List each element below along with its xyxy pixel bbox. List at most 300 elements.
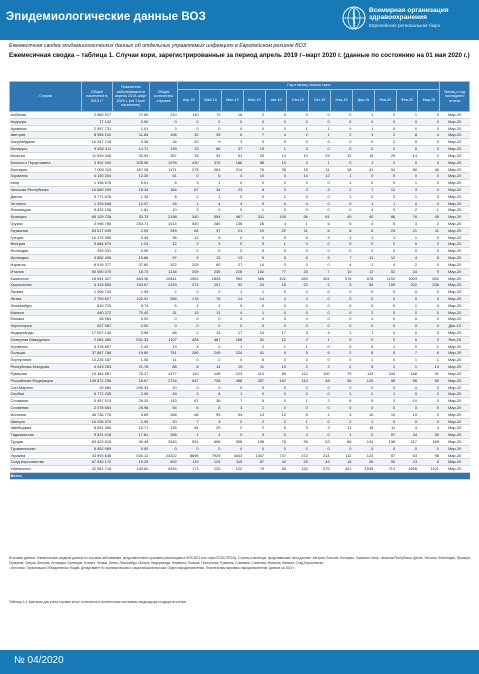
table-cell: 236 <box>200 268 222 275</box>
table-cell: 0 <box>418 159 440 166</box>
country-name: Израиль <box>10 261 82 268</box>
table-cell: 0 <box>265 316 287 323</box>
table-cell: 0 <box>418 186 440 193</box>
table-cell: 8 591 365 <box>82 425 113 432</box>
country-name: Люксембург <box>10 302 82 309</box>
table-cell: 1 <box>309 411 331 418</box>
table-cell: 1 <box>396 193 418 200</box>
table-cell: 19 <box>265 159 287 166</box>
table-cell: 5 378 857 <box>82 343 113 350</box>
table-cell: 3 <box>221 404 243 411</box>
table-cell: 2 <box>265 418 287 425</box>
last-report-month: Мар-20 <box>440 398 470 405</box>
table-cell: 0 <box>331 200 353 207</box>
table-cell: 0 <box>243 432 265 439</box>
last-report-month: Мар-20 <box>440 139 470 146</box>
table-cell: 4 <box>265 295 287 302</box>
table-cell: 7 <box>221 398 243 405</box>
table-cell: 6 <box>221 132 243 139</box>
table-cell: 3 <box>396 186 418 193</box>
table-row <box>10 459 470 466</box>
table-cell: 2 <box>200 343 222 350</box>
table-cell: 88 <box>149 364 177 371</box>
table-cell: 0 <box>374 146 396 153</box>
col-month: Апр-19 <box>178 90 200 112</box>
table-cell: 50 <box>374 459 396 466</box>
table-cell: 2 <box>309 425 331 432</box>
table-cell: 1171 <box>149 166 177 173</box>
table-cell: 1 <box>352 234 374 241</box>
table-cell: 4 882 495 <box>82 255 113 262</box>
table-cell: 12 <box>178 234 200 241</box>
table-cell: 101 <box>200 282 222 289</box>
table-cell: 34 <box>149 139 177 146</box>
table-cell: 530.12 <box>112 452 149 459</box>
country-name: Соед.Королевство <box>10 459 82 466</box>
table-cell: 0 <box>352 302 374 309</box>
col-month: Авг-19 <box>265 90 287 112</box>
col-month: Ноя-19 <box>331 90 353 112</box>
table-cell: 186 <box>221 159 243 166</box>
table-cell: 12 <box>352 268 374 275</box>
table-cell: 3 <box>200 418 222 425</box>
table-cell: 72.89 <box>112 112 149 119</box>
table-row <box>10 275 470 282</box>
table-cell: 0 <box>374 302 396 309</box>
table-cell: 4 <box>396 425 418 432</box>
table-cell: 1828 <box>200 275 222 282</box>
table-cell: 606 <box>200 439 222 446</box>
table-cell: 1076 <box>149 159 177 166</box>
total-cell <box>221 473 243 480</box>
country-name: Франция <box>10 214 82 221</box>
table-cell: 7 <box>243 132 265 139</box>
table-cell: 0 <box>178 384 200 391</box>
last-report-month: Мар-20 <box>440 214 470 221</box>
table-row <box>10 207 470 214</box>
table-cell: 0 <box>396 445 418 452</box>
table-cell: 421 <box>331 466 353 473</box>
table-cell: 18 <box>331 166 353 173</box>
table-cell: 6 <box>243 357 265 364</box>
table-cell: 0 <box>331 159 353 166</box>
country-name: Узбекистан <box>10 466 82 473</box>
table-cell: 22 <box>265 227 287 234</box>
table-cell: 554 <box>200 214 222 221</box>
table-cell: 2724 <box>149 377 177 384</box>
table-cell: 0 <box>396 241 418 248</box>
table-cell: 139 <box>149 146 177 153</box>
table-cell: 0 <box>396 139 418 146</box>
table-cell: 19 <box>243 227 265 234</box>
table-cell: 0 <box>287 445 309 452</box>
table-cell: 37.80 <box>112 261 149 268</box>
table-cell: 0 <box>418 234 440 241</box>
country-name: Мальта <box>10 309 82 316</box>
table-cell: 0 <box>309 384 331 391</box>
table-cell: 0 <box>331 146 353 153</box>
table-cell: 0 <box>309 193 331 200</box>
table-cell: 1.24 <box>112 241 149 248</box>
table-cell: 5 457 013 <box>82 398 113 405</box>
table-cell: 0 <box>149 445 177 452</box>
table-cell: 8 <box>243 186 265 193</box>
table-cell: 263 <box>200 166 222 173</box>
table-cell: 1 <box>221 391 243 398</box>
last-report-month: Мар-20 <box>440 350 470 357</box>
table-cell: 0 <box>374 404 396 411</box>
table-note: Таблица 1-4. Критерии для учета случаев могут отличаться в соответствии системами эпиднадзора государств-членов. <box>9 600 187 604</box>
page-header <box>0 0 479 40</box>
table-cell: 1 <box>396 180 418 187</box>
table-cell: 46 <box>418 166 440 173</box>
page-footer <box>0 650 479 674</box>
table-cell: 0 <box>287 200 309 207</box>
last-report-month: Мар-20 <box>440 200 470 207</box>
table-cell: 283 <box>287 275 309 282</box>
table-cell: 0 <box>265 118 287 125</box>
country-name: Армения <box>10 125 82 132</box>
table-cell: 0 <box>265 323 287 330</box>
table-cell: 249 <box>200 350 222 357</box>
table-cell: 0 <box>374 357 396 364</box>
table-row <box>10 132 470 139</box>
country-name: Украина <box>10 452 82 459</box>
table-cell: 374 <box>178 282 200 289</box>
col-month: Июн-19 <box>221 90 243 112</box>
country-name: Словакия <box>10 398 82 405</box>
country-name: Северная Македония <box>10 336 82 343</box>
table-cell: 10 <box>243 173 265 180</box>
table-cell: 0 <box>243 180 265 187</box>
table-cell: 66 <box>331 439 353 446</box>
last-report-month: Мар-20 <box>440 132 470 139</box>
table-cell: 4 043 263 <box>82 364 113 371</box>
table-cell: 60 550 075 <box>82 268 113 275</box>
country-name: Кипр <box>10 180 82 187</box>
table-cell: 17 <box>265 330 287 337</box>
table-cell: 0 <box>309 241 331 248</box>
table-cell: 311 <box>243 214 265 221</box>
table-cell: 0 <box>287 112 309 119</box>
table-cell: 10 036 379 <box>82 418 113 425</box>
table-cell: 5 <box>352 398 374 405</box>
table-cell: 728 <box>200 377 222 384</box>
table-cell: 1101 <box>418 466 440 473</box>
table-cell: 2 <box>243 112 265 119</box>
table-cell: 3 <box>149 125 177 132</box>
table-cell: 8 <box>200 404 222 411</box>
table-cell: 0 <box>265 289 287 296</box>
table-cell: 0 <box>396 418 418 425</box>
table-cell: 2 <box>352 248 374 255</box>
table-cell: 2 957 731 <box>82 125 113 132</box>
table-cell: 0 <box>265 248 287 255</box>
table-cell: 5.69 <box>112 411 149 418</box>
table-cell: 0 <box>309 248 331 255</box>
table-cell: 1 <box>287 125 309 132</box>
table-cell: 15 <box>243 146 265 153</box>
table-cell: 3443 <box>221 452 243 459</box>
table-cell: 4 <box>418 425 440 432</box>
table-cell: 0 <box>352 316 374 323</box>
table-cell: 7 <box>178 418 200 425</box>
last-report-month: Мар-20 <box>440 370 470 377</box>
table-cell: 52 <box>221 282 243 289</box>
table-cell: 0 <box>243 323 265 330</box>
table-cell: 54 <box>178 425 200 432</box>
table-cell: 10 <box>396 411 418 418</box>
table-cell: 0 <box>265 432 287 439</box>
table-cell: 4 <box>221 309 243 316</box>
last-report-month: Мар-20 <box>440 118 470 125</box>
last-report-month: Мар-20 <box>440 261 470 268</box>
issue-number: № 04/2020 <box>14 655 64 666</box>
table-row <box>10 432 470 439</box>
last-report-month: Мар-20 <box>440 439 470 446</box>
country-name: Бельгия <box>10 152 82 159</box>
table-cell: 467 <box>200 336 222 343</box>
table-cell: 0.00 <box>112 316 149 323</box>
country-name: Эстония <box>10 200 82 207</box>
table-cell: 0 <box>243 384 265 391</box>
total-cell <box>265 473 287 480</box>
table-row <box>10 452 470 459</box>
table-cell: 10 226 187 <box>82 357 113 364</box>
measles-table-container <box>9 81 470 551</box>
table-cell: 0 <box>221 316 243 323</box>
table-cell: 5 532 156 <box>82 207 113 214</box>
table-cell: 11 <box>309 166 331 173</box>
table-cell: 1 <box>396 357 418 364</box>
table-cell: 4 <box>396 255 418 262</box>
table-row <box>10 180 470 187</box>
total-cell <box>331 473 353 480</box>
table-cell: 13 <box>178 309 200 316</box>
last-report-month: Мар-20 <box>440 241 470 248</box>
table-cell: 0 <box>287 180 309 187</box>
table-cell: 0 <box>396 384 418 391</box>
table-cell: 64 <box>178 227 200 234</box>
total-cell <box>352 473 374 480</box>
table-title: Ежемесячная сводка – таблица 1. Случаи кори, зарегистрированные за период апрель 2019 г–март 2020 г. (данные по состоянию на 01 мая 2020 г.) <box>9 52 470 59</box>
table-cell: 1 <box>374 200 396 207</box>
table-cell: 21 <box>396 227 418 234</box>
table-cell: 159 <box>374 282 396 289</box>
table-cell: 4 <box>178 343 200 350</box>
table-cell: 0 <box>418 418 440 425</box>
table-row <box>10 289 470 296</box>
country-name: Венгрия <box>10 241 82 248</box>
table-cell: 0 <box>374 241 396 248</box>
table-cell: 0 <box>418 112 440 119</box>
table-cell: 424 <box>309 275 331 282</box>
table-cell: 280 <box>200 221 222 228</box>
table-cell: 0 <box>331 241 353 248</box>
last-report-month: Янв-20 <box>440 336 470 343</box>
country-name: Хорватия <box>10 173 82 180</box>
table-cell: 15.34 <box>112 186 149 193</box>
table-row <box>10 330 470 337</box>
table-cell: 0 <box>331 336 353 343</box>
table-cell: 0 <box>374 316 396 323</box>
table-cell: 20 <box>149 418 177 425</box>
table-cell: 0 <box>331 125 353 132</box>
table-cell: 1477 <box>149 370 177 377</box>
table-cell: 11 <box>418 227 440 234</box>
table-cell: 66 <box>200 146 222 153</box>
table-cell: 430 <box>178 159 200 166</box>
table-cell: 278 <box>178 166 200 173</box>
country-name: Польша <box>10 350 82 357</box>
table-cell: 1 325 648 <box>82 200 113 207</box>
table-cell: 8 <box>287 411 309 418</box>
table-cell: 2 <box>374 132 396 139</box>
last-report-month: Мар-20 <box>440 207 470 214</box>
table-cell: 77 <box>265 268 287 275</box>
table-cell: 8 <box>178 364 200 371</box>
table-cell: 1 <box>265 343 287 350</box>
table-cell: 19 364 557 <box>82 370 113 377</box>
table-cell: 51 <box>149 173 177 180</box>
table-cell: 0 <box>374 330 396 337</box>
footnote-2: ¹ Источник: Организация Объединенных Наций, Департамент по экономическим и социальным вопросам, Отдел народонаселения. Перспективы мирового народонаселения: данные за 2019 г. <box>9 565 295 570</box>
table-cell: 6 <box>352 227 374 234</box>
table-cell: 20 <box>287 268 309 275</box>
table-cell: 102.91 <box>112 295 149 302</box>
measles-cases-table <box>9 81 470 480</box>
table-cell: 3 <box>396 221 418 228</box>
table-cell: 10 <box>243 330 265 337</box>
table-cell: 5 <box>243 200 265 207</box>
table-cell: 0 <box>396 336 418 343</box>
country-name: Чешская Республика <box>10 186 82 193</box>
table-cell: 376 <box>200 159 222 166</box>
table-cell: 1 <box>309 132 331 139</box>
table-cell: 8696 <box>178 452 200 459</box>
table-cell: 80 <box>265 370 287 377</box>
table-cell: 14 <box>418 364 440 371</box>
table-row <box>10 152 470 159</box>
table-cell: 164 <box>149 186 177 193</box>
table-cell: 1 <box>418 207 440 214</box>
table-cell: 11 <box>331 425 353 432</box>
total-cell <box>440 473 470 480</box>
table-cell: 0 <box>331 302 353 309</box>
table-cell: 1 <box>309 336 331 343</box>
table-cell: 0 <box>331 248 353 255</box>
table-cell: 0 <box>178 118 200 125</box>
table-cell: 0 <box>221 234 243 241</box>
table-cell: 6 <box>287 234 309 241</box>
table-cell: 0 <box>418 404 440 411</box>
last-report-month: Мар-20 <box>440 289 470 296</box>
table-cell: 1 <box>396 234 418 241</box>
table-cell: 3 996 765 <box>82 221 113 228</box>
table-cell: 194.67 <box>112 282 149 289</box>
table-cell: 652 <box>418 275 440 282</box>
table-cell: 0 <box>200 323 222 330</box>
table-cell: 2.05 <box>112 391 149 398</box>
table-cell: 0 <box>309 207 331 214</box>
table-cell: 5 <box>374 350 396 357</box>
table-cell: 17.81 <box>112 432 149 439</box>
table-cell: 76 <box>396 214 418 221</box>
table-row <box>10 166 470 173</box>
table-cell: 2 <box>396 207 418 214</box>
table-cell: 0 <box>309 118 331 125</box>
table-cell: 0 <box>418 173 440 180</box>
table-cell: 0 <box>309 418 331 425</box>
table-cell: 1 <box>287 221 309 228</box>
last-report-month: Мар-20 <box>440 152 470 159</box>
table-cell: 2 <box>178 330 200 337</box>
table-cell: 138 <box>374 439 396 446</box>
table-cell: 56 <box>331 377 353 384</box>
table-cell: 2 <box>309 364 331 371</box>
table-cell: 1 <box>265 193 287 200</box>
table-row <box>10 125 470 132</box>
country-name: Турция <box>10 439 82 446</box>
table-cell: 56 <box>396 377 418 384</box>
last-report-month: Мар-20 <box>440 459 470 466</box>
table-cell: 0 <box>331 357 353 364</box>
table-cell: 6 <box>309 221 331 228</box>
table-cell: 1 <box>178 200 200 207</box>
table-cell: 0 <box>374 207 396 214</box>
table-cell: 112 <box>331 452 353 459</box>
table-cell: 10 <box>265 364 287 371</box>
table-cell: 10 <box>149 384 177 391</box>
table-cell: 2 <box>287 186 309 193</box>
table-cell: 0 <box>221 445 243 452</box>
table-cell: 18 <box>149 391 177 398</box>
table-cell: 0 <box>243 234 265 241</box>
table-cell: 4 <box>200 432 222 439</box>
last-report-month: Мар-20 <box>440 112 470 119</box>
table-cell: 126 <box>352 377 374 384</box>
table-cell: 236 <box>418 282 440 289</box>
table-cell: 0 <box>287 384 309 391</box>
table-cell: 106 <box>149 132 177 139</box>
table-row <box>10 227 470 234</box>
table-cell: 0 <box>309 261 331 268</box>
last-report-month: Мар-20 <box>440 377 470 384</box>
page-title: Эпидемиологические данные ВОЗ <box>6 11 206 23</box>
last-report-month: Мар-20 <box>440 411 470 418</box>
table-cell: 0 <box>374 289 396 296</box>
table-cell: 7 000 119 <box>82 166 113 173</box>
table-cell: 0 <box>352 343 374 350</box>
table-cell: 2 <box>178 207 200 214</box>
table-row <box>10 118 470 125</box>
table-cell: 2 <box>243 343 265 350</box>
table-cell: 61 <box>221 152 243 159</box>
table-cell: 0 <box>265 357 287 364</box>
table-cell: 15 <box>352 425 374 432</box>
table-cell: 3 <box>352 132 374 139</box>
table-cell: 32 <box>178 132 200 139</box>
table-cell: 1 <box>243 309 265 316</box>
table-cell: 6 <box>149 180 177 187</box>
table-cell: 2 <box>331 418 353 425</box>
table-cell: 22 <box>287 282 309 289</box>
table-cell: 0 <box>178 323 200 330</box>
col-month: Фев-20 <box>396 90 418 112</box>
table-cell: 143 <box>149 398 177 405</box>
table-cell: 1 <box>331 391 353 398</box>
table-cell: 4 <box>331 261 353 268</box>
